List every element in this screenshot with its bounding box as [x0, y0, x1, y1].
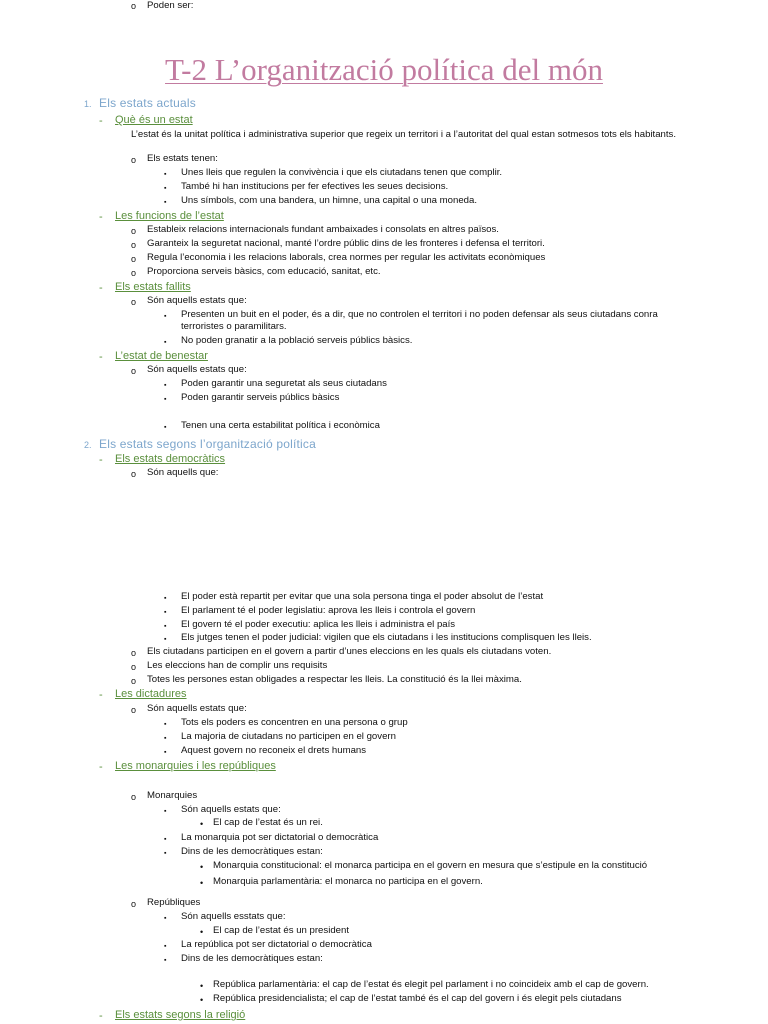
bullet-marker: o [131, 662, 137, 672]
subsection-heading: Les dictadures [115, 688, 187, 700]
bullet-marker: ▪ [164, 424, 167, 431]
bullet-marker: - [99, 1010, 103, 1022]
list-item: El parlament té el poder legislatiu: aprova les lleis i controla el govern [181, 605, 476, 616]
bullet-marker: o [131, 1, 137, 11]
bullet-marker: - [99, 351, 103, 363]
list-item: El poder està repartit per evitar que una sola persona tinga el poder absolut de l’estat [181, 591, 544, 602]
bullet-marker: - [99, 115, 103, 127]
bullet-marker: ▪ [164, 721, 167, 728]
list-item: La majoria de ciutadans no participen en el govern [181, 731, 396, 742]
list-item: El cap de l’estat és un president [213, 925, 349, 936]
bullet-marker: ▪ [164, 382, 167, 389]
list-item: Són aquells estats que: [147, 364, 247, 375]
list-item: No poden granatir a la població serveis públics bàsics. [181, 335, 413, 346]
bullet-marker: ▪ [164, 313, 167, 320]
bullet-marker: - [99, 689, 103, 701]
bullet-marker: • [200, 981, 204, 991]
subsection-heading: Les monarquies i les repúbliques [115, 760, 276, 772]
bullet-marker: o [131, 268, 137, 278]
bullet-marker: ▪ [164, 609, 167, 616]
subsection-heading: Què és un estat [115, 114, 193, 126]
list-item: Monarquia constitucional: el monarca participa en el govern en mesura que s’estipule en la constitució [213, 860, 648, 871]
bullet-marker: ▪ [164, 836, 167, 843]
bullet-marker: - [99, 761, 103, 773]
bullet-marker: o [131, 366, 137, 376]
list-item: Són aquells esstats que: [181, 911, 286, 922]
bullet-marker: ▪ [164, 171, 167, 178]
bullet-marker: ▪ [164, 749, 167, 756]
page-title: T-2 L’organització política del món [165, 52, 603, 87]
bullet-marker: ▪ [164, 957, 167, 964]
list-item: Unes lleis que regulen la convivència i que els ciutadans tenen que complir. [181, 167, 503, 178]
bullet-marker: o [131, 240, 137, 250]
bullet-marker: o [131, 792, 137, 802]
bullet-marker: ▪ [164, 943, 167, 950]
bullet-marker: ▪ [164, 808, 167, 815]
bullet-marker: ▪ [164, 915, 167, 922]
subsection-heading: Els estats democràtics [115, 453, 226, 465]
list-item: Els estats tenen: [147, 153, 218, 164]
bullet-marker: • [200, 878, 204, 888]
bullet-marker: ▪ [164, 185, 167, 192]
bullet-marker: o [131, 469, 137, 479]
list-item: Poden garantir serveis públics bàsics [181, 392, 340, 403]
list-item: Poden ser: [147, 0, 194, 11]
bullet-marker: - [99, 454, 103, 466]
bullet-marker: ▪ [164, 636, 167, 643]
list-item: Uns símbols, com una bandera, un himne, una capital o una moneda. [181, 195, 477, 206]
subsection-heading: Els estats fallits [115, 281, 191, 293]
list-item: La república pot ser dictatorial o democràtica [181, 939, 372, 950]
bullet-marker: - [99, 211, 103, 223]
list-item: Monarquies [147, 790, 198, 801]
bullet-marker: o [131, 648, 137, 658]
bullet-marker: o [131, 899, 137, 909]
subsection-heading: Les funcions de l’estat [115, 210, 224, 222]
section-heading: Els estats segons l’organització política [99, 437, 316, 451]
list-item: Els ciutadans participen en el govern a partir d’unes eleccions en les quals els ciutadans voten. [147, 646, 552, 657]
bullet-marker: ▪ [164, 339, 167, 346]
bullet-marker: o [131, 297, 137, 307]
list-item: Són aquells estats que: [147, 295, 247, 306]
list-item: Són aquells estats que: [181, 804, 281, 815]
list-item: L’estat és la unitat política i administrativa superior que regeix un territori i a l’autoritat del qual estan sotmesos tots els habitants. [131, 129, 676, 140]
list-item: També hi han institucions per fer efectives les seues decisions. [181, 181, 449, 192]
bullet-marker: o [131, 254, 137, 264]
list-item: Tenen una certa estabilitat política i econòmica [181, 420, 380, 431]
list-item: Proporciona serveis bàsics, com educació, sanitat, etc. [147, 266, 381, 277]
bullet-marker: ▪ [164, 396, 167, 403]
list-item: Regula l’economia i les relacions laborals, crea normes per regular les activitats econòmiques [147, 252, 546, 263]
list-item: El govern té el poder executiu: aplica les lleis i administra el país [181, 619, 456, 630]
section-number: 2. [84, 440, 92, 450]
bullet-marker: o [131, 226, 137, 236]
bullet-marker: ▪ [164, 623, 167, 630]
subsection-heading: L’estat de benestar [115, 350, 208, 362]
list-item: Dins de les democràtiques estan: [181, 953, 323, 964]
section-heading: Els estats actuals [99, 96, 196, 110]
list-item: República presidencialista; el cap de l’estat també és el cap del govern i és elegit pels ciutadans [213, 993, 622, 1004]
list-item: Aquest govern no reconeix el drets humans [181, 745, 367, 756]
list-item: Poden garantir una seguretat als seus ciutadans [181, 378, 387, 389]
bullet-marker: ▪ [164, 735, 167, 742]
list-item: Són aquells que: [147, 467, 219, 478]
list-item: Presenten un buit en el poder, és a dir, que no controlen el territori i no poden defensar als seus ciutadans conra terroristes o paramilitars. [181, 309, 658, 332]
list-item: Repúbliques [147, 897, 201, 908]
list-item: Estableix relacions internacionals fundant ambaixades i consolats en altres països. [147, 224, 499, 235]
bullet-marker: • [200, 819, 204, 829]
list-item: Dins de les democràtiques estan: [181, 846, 323, 857]
list-item: Les eleccions han de complir uns requisits [147, 660, 328, 671]
list-item: Garanteix la seguretat nacional, manté l’ordre públic dins de les fronteres i defensa el territori. [147, 238, 545, 249]
bullet-marker: ▪ [164, 850, 167, 857]
bullet-marker: o [131, 705, 137, 715]
bullet-marker: o [131, 676, 137, 686]
section-number: 1. [84, 99, 92, 109]
subsection-heading: Els estats segons la religió [115, 1009, 246, 1021]
bullet-marker: ▪ [164, 595, 167, 602]
list-item: República parlamentària: el cap de l’estat és elegit pel parlament i no coincideix amb el cap de govern. [213, 979, 649, 990]
bullet-marker: ▪ [164, 199, 167, 206]
list-item: Totes les persones estan obligades a respectar les lleis. La constitució és la llei màxima. [147, 674, 522, 685]
bullet-marker: - [99, 282, 103, 294]
list-item: Monarquia parlamentària: el monarca no participa en el govern. [213, 876, 483, 887]
list-item: Són aquells estats que: [147, 703, 247, 714]
bullet-marker: o [131, 155, 137, 165]
bullet-marker: • [200, 995, 204, 1005]
list-item: La monarquia pot ser dictatorial o democràtica [181, 832, 379, 843]
bullet-marker: • [200, 927, 204, 937]
bullet-marker: • [200, 862, 204, 872]
list-item: Els jutges tenen el poder judicial: vigilen que els ciutadans i les institucions complisquen les lleis. [181, 632, 592, 643]
list-item: El cap de l’estat és un rei. [213, 817, 323, 828]
list-item: Tots els poders es concentren en una persona o grup [181, 717, 408, 728]
